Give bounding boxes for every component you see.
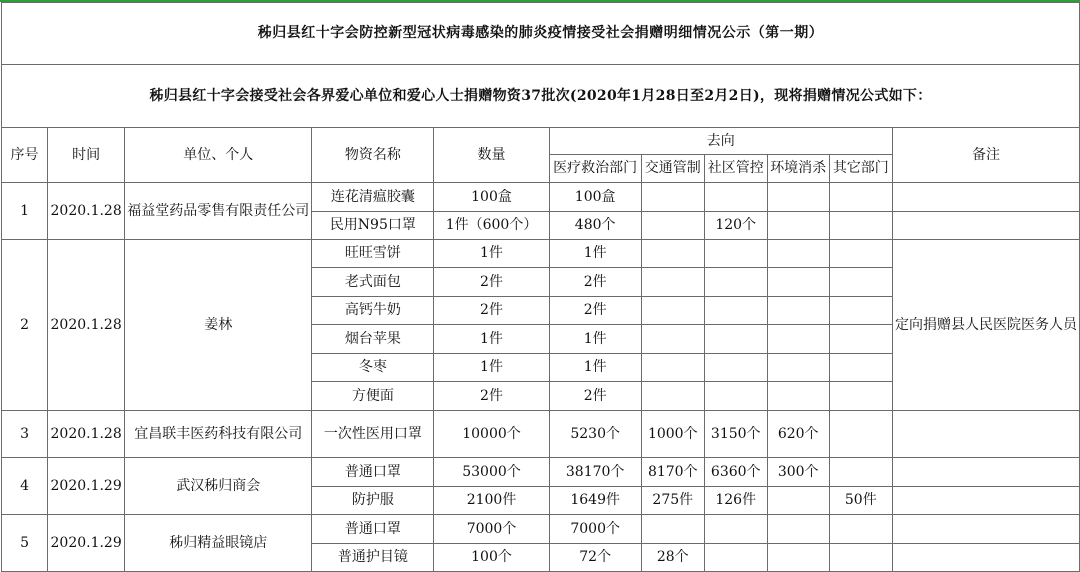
row-seq: 1 — [2, 183, 48, 240]
dest-medical: 38170个 — [549, 458, 641, 487]
dest-medical: 100盒 — [549, 183, 641, 212]
dest-community — [704, 544, 767, 572]
dest-medical: 72个 — [549, 544, 641, 572]
item-name: 防护服 — [312, 487, 434, 515]
dest-community — [704, 354, 767, 382]
dest-traffic: 28个 — [641, 544, 704, 572]
item-name: 旺旺雪饼 — [312, 240, 434, 268]
item-qty: 10000个 — [434, 411, 549, 458]
dest-community — [704, 240, 767, 268]
dest-other — [829, 183, 892, 212]
header-donor: 单位、个人 — [125, 128, 312, 183]
dest-other — [829, 212, 892, 240]
item-name: 一次性医用口罩 — [312, 411, 434, 458]
item-qty: 1件 — [434, 240, 549, 268]
item-name: 高钙牛奶 — [312, 297, 434, 325]
remark-cell — [892, 411, 1079, 458]
dest-traffic: 1000个 — [641, 411, 704, 458]
row-donor: 秭归精益眼镜店 — [125, 515, 312, 572]
remark-cell — [892, 544, 1079, 572]
dest-traffic — [641, 382, 704, 411]
dest-traffic — [641, 325, 704, 354]
header-qty: 数量 — [434, 128, 549, 183]
remark-directed-donation: 定向捐赠县人民医院医务人员 — [892, 240, 1079, 411]
dest-medical: 2件 — [549, 268, 641, 297]
page-subtitle: 秭归县红十字会接受社会各界爱心单位和爱心人士捐赠物资37批次(2020年1月28日至2月2日)，现将捐赠情况公式如下： — [2, 65, 1080, 128]
item-name: 冬枣 — [312, 354, 434, 382]
item-qty: 7000个 — [434, 515, 549, 544]
dest-community — [704, 382, 767, 411]
row-time: 2020.1.29 — [48, 515, 125, 572]
remark-cell — [892, 183, 1079, 212]
dest-disinfection — [767, 212, 829, 240]
dest-medical: 1件 — [549, 240, 641, 268]
dest-traffic — [641, 268, 704, 297]
header-remark: 备注 — [892, 128, 1079, 183]
dest-medical: 5230个 — [549, 411, 641, 458]
row-time: 2020.1.29 — [48, 458, 125, 515]
header-dest-community: 社区管控 — [704, 155, 767, 183]
dest-other — [829, 240, 892, 268]
dest-disinfection — [767, 325, 829, 354]
row-donor: 姜林 — [125, 240, 312, 411]
dest-community — [704, 325, 767, 354]
header-dest-other: 其它部门 — [829, 155, 892, 183]
dest-community: 3150个 — [704, 411, 767, 458]
dest-other — [829, 382, 892, 411]
dest-community — [704, 268, 767, 297]
item-qty: 2100件 — [434, 487, 549, 515]
header-seq: 序号 — [2, 128, 48, 183]
dest-disinfection — [767, 487, 829, 515]
dest-medical: 2件 — [549, 297, 641, 325]
dest-traffic — [641, 297, 704, 325]
header-dest-traffic: 交通管制 — [641, 155, 704, 183]
dest-disinfection — [767, 183, 829, 212]
dest-medical: 1件 — [549, 354, 641, 382]
donation-table — [1, 2, 1080, 572]
dest-traffic — [641, 515, 704, 544]
item-name: 连花清瘟胶囊 — [312, 183, 434, 212]
dest-medical: 2件 — [549, 382, 641, 411]
dest-community: 126件 — [704, 487, 767, 515]
dest-disinfection — [767, 268, 829, 297]
dest-disinfection — [767, 297, 829, 325]
remark-cell — [892, 515, 1079, 544]
dest-traffic — [641, 212, 704, 240]
item-qty: 2件 — [434, 382, 549, 411]
item-qty: 2件 — [434, 268, 549, 297]
item-qty: 100盒 — [434, 183, 549, 212]
dest-community — [704, 515, 767, 544]
remark-cell — [892, 458, 1079, 487]
item-name: 普通护目镜 — [312, 544, 434, 572]
header-destination: 去向 — [549, 128, 892, 155]
header-dest-medical: 医疗救治部门 — [549, 155, 641, 183]
item-qty: 1件（600个） — [434, 212, 549, 240]
dest-medical: 7000个 — [549, 515, 641, 544]
item-name: 普通口罩 — [312, 458, 434, 487]
remark-cell — [892, 487, 1079, 515]
dest-community: 6360个 — [704, 458, 767, 487]
dest-disinfection: 620个 — [767, 411, 829, 458]
dest-other — [829, 544, 892, 572]
item-name: 民用N95口罩 — [312, 212, 434, 240]
row-time: 2020.1.28 — [48, 240, 125, 411]
item-qty: 53000个 — [434, 458, 549, 487]
dest-community: 120个 — [704, 212, 767, 240]
dest-community — [704, 183, 767, 212]
dest-other — [829, 297, 892, 325]
dest-other — [829, 325, 892, 354]
dest-other — [829, 354, 892, 382]
row-seq: 4 — [2, 458, 48, 515]
remark-cell — [892, 212, 1079, 240]
row-donor: 宜昌联丰医药科技有限公司 — [125, 411, 312, 458]
dest-other — [829, 268, 892, 297]
dest-disinfection: 300个 — [767, 458, 829, 487]
item-name: 老式面包 — [312, 268, 434, 297]
dest-other — [829, 458, 892, 487]
item-qty: 2件 — [434, 297, 549, 325]
dest-traffic — [641, 240, 704, 268]
dest-medical: 1649件 — [549, 487, 641, 515]
row-time: 2020.1.28 — [48, 183, 125, 240]
row-seq: 2 — [2, 240, 48, 411]
row-seq: 3 — [2, 411, 48, 458]
item-name: 方便面 — [312, 382, 434, 411]
page-title: 秭归县红十字会防控新型冠状病毒感染的肺炎疫情接受社会捐赠明细情况公示（第一期） — [2, 3, 1080, 65]
row-time: 2020.1.28 — [48, 411, 125, 458]
dest-disinfection — [767, 240, 829, 268]
item-qty: 1件 — [434, 354, 549, 382]
item-qty: 1件 — [434, 325, 549, 354]
header-item: 物资名称 — [312, 128, 434, 183]
row-donor: 福益堂药品零售有限责任公司 — [125, 183, 312, 240]
item-name: 烟台苹果 — [312, 325, 434, 354]
dest-traffic — [641, 354, 704, 382]
header-dest-disinfection: 环境消杀 — [767, 155, 829, 183]
item-qty: 100个 — [434, 544, 549, 572]
dest-disinfection — [767, 544, 829, 572]
dest-disinfection — [767, 354, 829, 382]
dest-disinfection — [767, 382, 829, 411]
dest-traffic: 275件 — [641, 487, 704, 515]
dest-community — [704, 297, 767, 325]
dest-other: 50件 — [829, 487, 892, 515]
dest-other — [829, 515, 892, 544]
row-seq: 5 — [2, 515, 48, 572]
dest-traffic — [641, 183, 704, 212]
dest-medical: 1件 — [549, 325, 641, 354]
dest-medical: 480个 — [549, 212, 641, 240]
item-name: 普通口罩 — [312, 515, 434, 544]
dest-traffic: 8170个 — [641, 458, 704, 487]
dest-other — [829, 411, 892, 458]
header-time: 时间 — [48, 128, 125, 183]
row-donor: 武汉秭归商会 — [125, 458, 312, 515]
dest-disinfection — [767, 515, 829, 544]
